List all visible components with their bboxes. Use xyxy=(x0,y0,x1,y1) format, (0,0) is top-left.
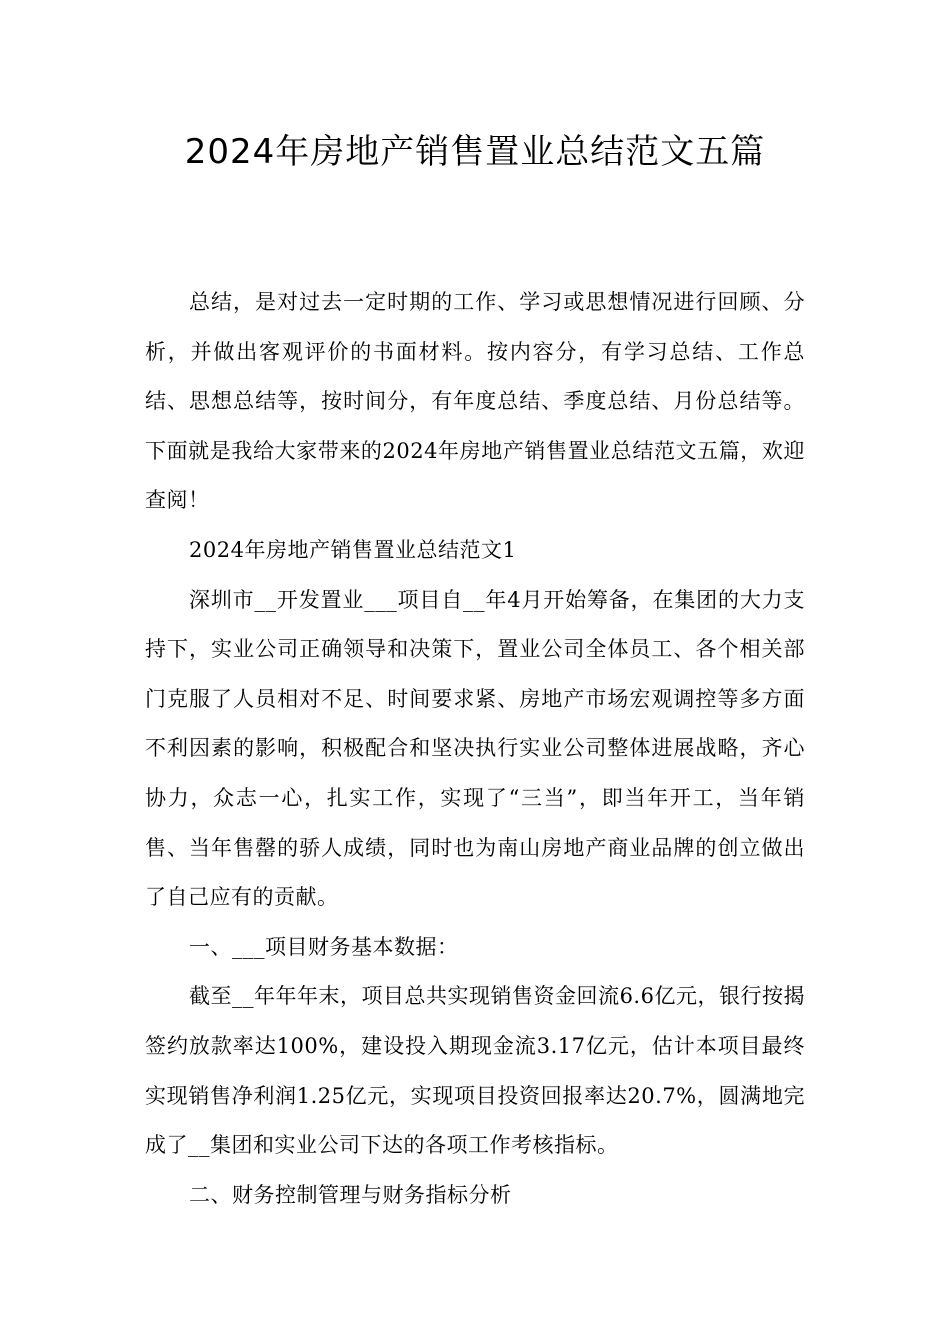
intro-paragraph: 总结，是对过去一定时期的工作、学习或思想情况进行回顾、分析，并做出客观评价的书面材料。按内容分，有学习总结、工作总结、思想总结等，按时间分，有年度总结、季度总结、月份总结等。下面就是我给大家带来的2024年房地产销售置业总结范文五篇，欢迎查阅！ xyxy=(145,290,805,513)
document-title: 2024年房地产销售置业总结范文五篇 xyxy=(184,132,766,172)
project-overview-paragraph: 深圳市__开发置业___项目自__年4月开始筹备，在集团的大力支持下，实业公司正确领导和决策下，置业公司全体员工、各个相关部门克服了人员相对不足、时间要求紧、房地产市场宏观调控等多方面不利因素的影响，积极配合和坚决执行实业公司整体进展战略，齐心协力，众志一心，扎实工作，实现了“三当”，即当年开工，当年销售、当年售罄的骄人成绩，同时也为南山房地产商业品牌的创立做出了自己应有的贡献。 xyxy=(145,587,805,910)
financial-data-paragraph: 截至__年年年末，项目总共实现销售资金回流6.6亿元，银行按揭签约放款率达100%，建设投入期现金流3.17亿元，估计本项目最终实现销售净利润1.25亿元，实现项目投资回报率达20.7%，圆满地完成了__集团和实业公司下达的各项工作考核指标。 xyxy=(145,984,805,1158)
section-heading-financial-control: 二、财务控制管理与财务指标分析 xyxy=(189,1182,512,1207)
section-heading-sample-1: 2024年房地产销售置业总结范文1 xyxy=(189,537,517,562)
section-heading-financial-data: 一、___项目财务基本数据： xyxy=(189,934,459,959)
document-body xyxy=(145,278,805,1220)
